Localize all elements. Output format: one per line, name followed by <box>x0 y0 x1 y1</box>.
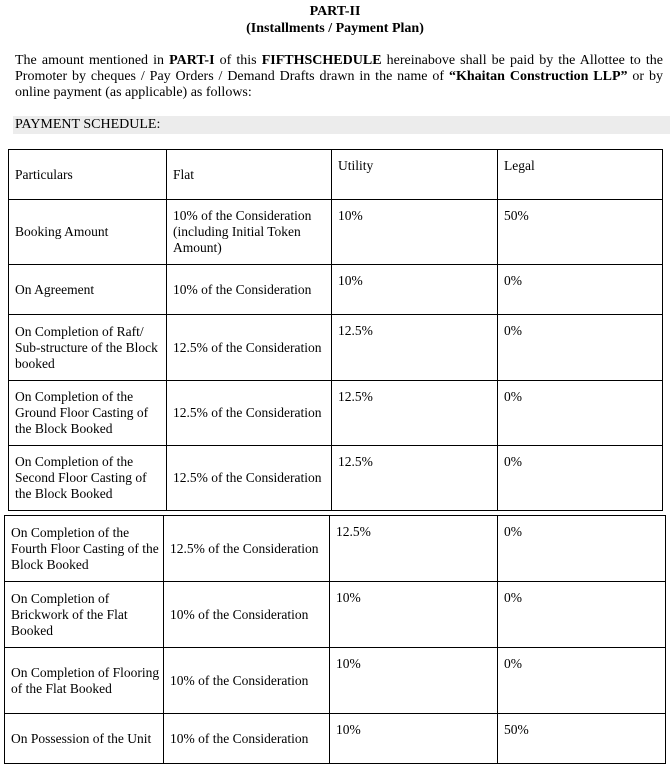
intro-paragraph <box>15 53 663 101</box>
cell-legal: 50% <box>498 200 663 265</box>
cell-particulars: On Completion of the Fourth Floor Casting of the Block Booked <box>5 516 164 582</box>
intro-bold-schedule: FIFTHSCHEDULE <box>261 53 382 68</box>
table-row <box>9 315 663 381</box>
part-subtitle: (Installments / Payment Plan) <box>246 21 424 36</box>
cell-legal: 0% <box>498 265 663 315</box>
cell-particulars: On Completion of Raft/ Sub-structure of the Block booked <box>9 315 167 381</box>
intro-text-1: The amount mentioned in <box>15 53 170 68</box>
cell-particulars: Booking Amount <box>9 200 167 265</box>
cell-legal: 0% <box>498 648 666 714</box>
intro-text-4: or by online payment (as applicable) as follows: <box>15 69 663 100</box>
cell-particulars: On Possession of the Unit <box>5 714 164 764</box>
intro-text-3: hereinabove shall be paid by the Allottee to the Promoter by cheques / Pay Orders / Demand Drafts drawn in the name of <box>15 53 664 84</box>
cell-utility: 10% <box>330 714 498 764</box>
table-row <box>9 200 663 265</box>
cell-flat: 10% of the Consideration <box>167 265 332 315</box>
table-row <box>5 516 666 582</box>
cell-legal: 0% <box>498 582 666 648</box>
cell-particulars: On Completion of the Second Floor Casting of the Block Booked <box>9 446 167 511</box>
header-flat: Flat <box>167 150 332 200</box>
cell-particulars: On Completion of Brickwork of the Flat Booked <box>5 582 164 648</box>
cell-legal: 0% <box>498 516 666 582</box>
cell-utility: 10% <box>330 582 498 648</box>
table-header-row <box>9 150 663 200</box>
table-row <box>5 714 666 764</box>
header-legal: Legal <box>498 150 663 200</box>
header-particulars: Particulars <box>9 150 167 200</box>
table-row <box>5 582 666 648</box>
table-row <box>9 381 663 446</box>
cell-legal: 0% <box>498 315 663 381</box>
cell-particulars: On Completion of the Ground Floor Casting of the Block Booked <box>9 381 167 446</box>
cell-utility: 12.5% <box>332 446 498 511</box>
cell-particulars: On Completion of Flooring of the Flat Booked <box>5 648 164 714</box>
cell-utility: 12.5% <box>330 516 498 582</box>
cell-utility: 10% <box>330 648 498 714</box>
cell-legal: 0% <box>498 446 663 511</box>
cell-legal: 0% <box>498 381 663 446</box>
payment-table-lower <box>4 515 666 764</box>
payment-table-upper <box>8 149 663 511</box>
cell-utility: 12.5% <box>332 381 498 446</box>
intro-text-2: of this <box>214 53 262 68</box>
part-title: PART-II <box>309 4 361 19</box>
cell-flat: 12.5% of the Consideration <box>167 381 332 446</box>
cell-legal: 50% <box>498 714 666 764</box>
cell-flat: 12.5% of the Consideration <box>167 446 332 511</box>
cell-flat: 10% of the Consideration <box>164 582 330 648</box>
cell-flat: 10% of the Consideration (including Initial Token Amount) <box>167 200 332 265</box>
cell-utility: 12.5% <box>332 315 498 381</box>
cell-flat: 10% of the Consideration <box>164 648 330 714</box>
intro-bold-part: PART-I <box>169 53 215 68</box>
payment-schedule-label: PAYMENT SCHEDULE: <box>13 116 670 134</box>
cell-flat: 12.5% of the Consideration <box>164 516 330 582</box>
cell-utility: 10% <box>332 200 498 265</box>
table-row <box>9 446 663 511</box>
table-row <box>5 648 666 714</box>
cell-flat: 10% of the Consideration <box>164 714 330 764</box>
header-utility: Utility <box>332 150 498 200</box>
cell-particulars: On Agreement <box>9 265 167 315</box>
cell-flat: 12.5% of the Consideration <box>167 315 332 381</box>
table-row <box>9 265 663 315</box>
intro-bold-company: “Khaitan Construction LLP” <box>448 69 628 84</box>
cell-utility: 10% <box>332 265 498 315</box>
